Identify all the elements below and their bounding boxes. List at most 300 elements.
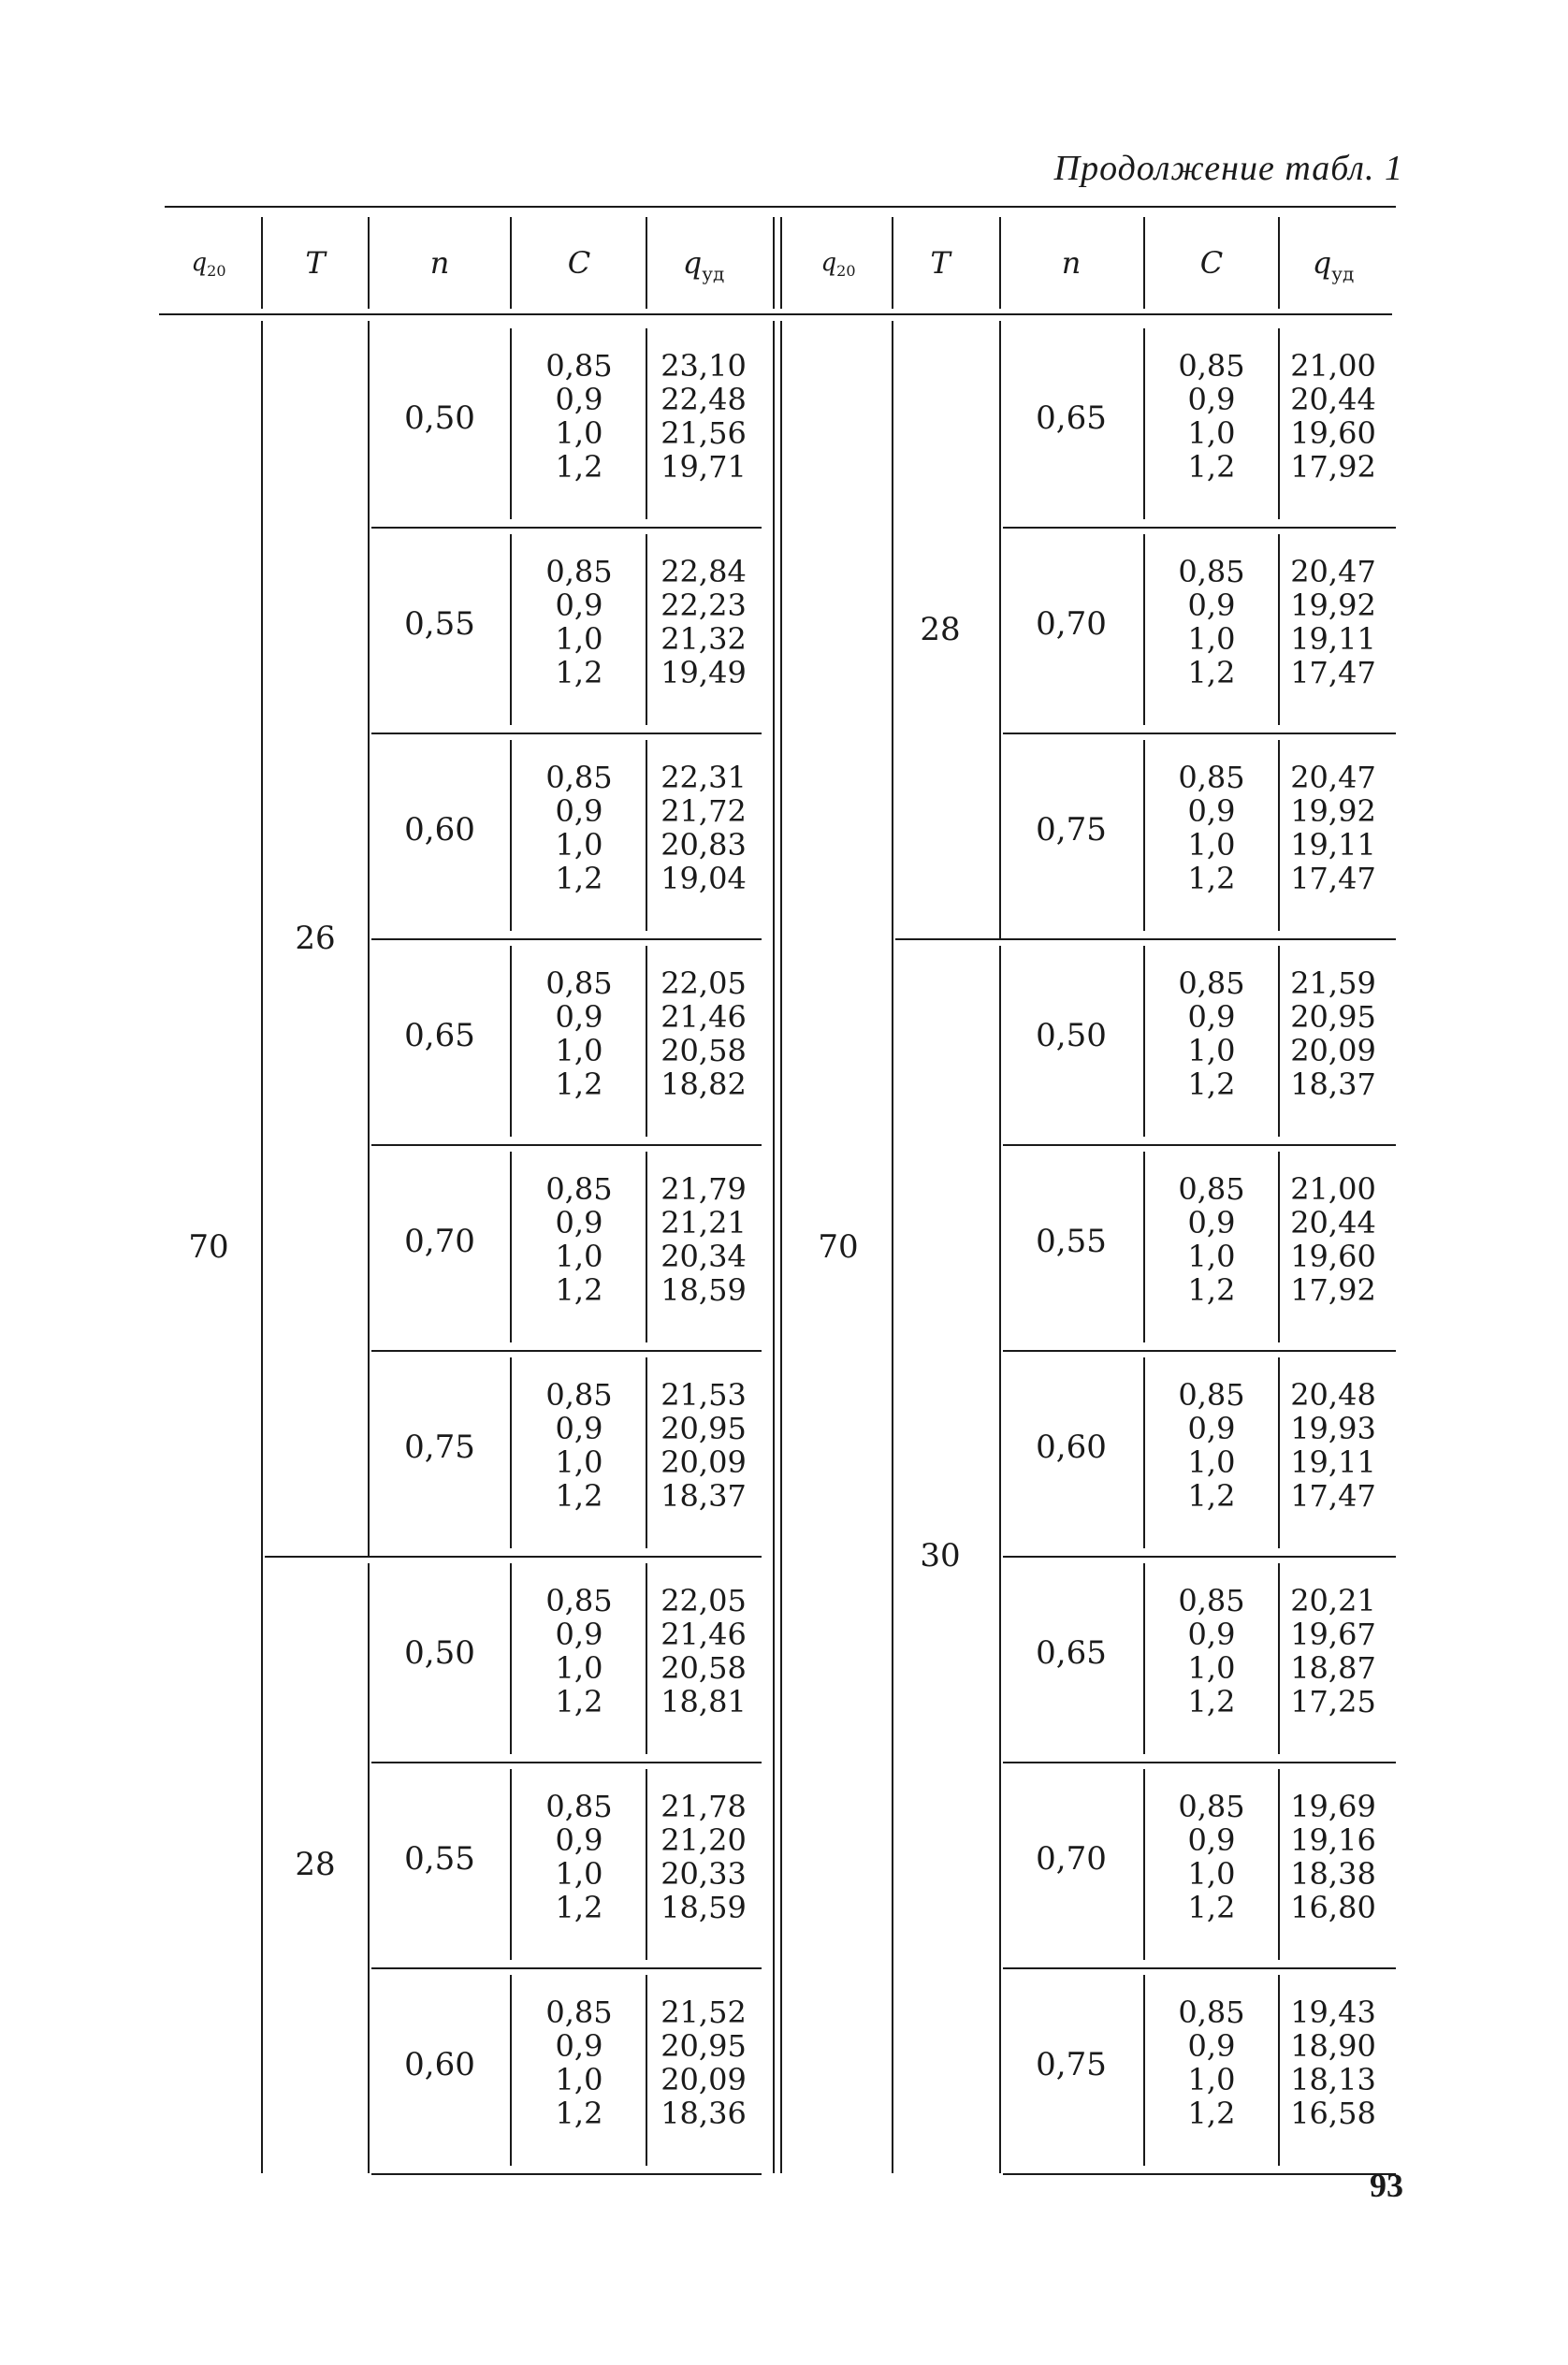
c-value: 0,85 bbox=[545, 1995, 613, 2030]
qud-value: 22,48 bbox=[661, 382, 747, 417]
qud-values bbox=[1277, 555, 1389, 689]
qud-value: 20,44 bbox=[1290, 1205, 1376, 1241]
qud-value: 19,49 bbox=[661, 655, 747, 690]
qud-value: 19,60 bbox=[1290, 415, 1376, 451]
c-value: 1,2 bbox=[1187, 861, 1236, 896]
c-values bbox=[523, 1790, 635, 1924]
qud-value: 21,53 bbox=[661, 1377, 747, 1413]
qud-value: 21,21 bbox=[661, 1205, 747, 1241]
column-separator bbox=[1143, 1563, 1145, 1754]
n-value: 0,60 bbox=[404, 811, 475, 849]
T-value-left-0: 26 bbox=[295, 920, 336, 957]
n-value: 0,65 bbox=[1036, 1634, 1107, 1672]
qud-value: 18,90 bbox=[1290, 2028, 1376, 2064]
column-separator bbox=[1143, 1357, 1145, 1548]
qud-value: 20,34 bbox=[661, 1239, 747, 1274]
c-value: 0,9 bbox=[1187, 1411, 1236, 1446]
c-value: 1,0 bbox=[555, 1650, 603, 1686]
qud-values bbox=[647, 1995, 760, 2130]
c-values bbox=[1155, 1790, 1268, 1924]
header-double-separator bbox=[780, 217, 782, 309]
qud-values bbox=[1277, 1378, 1389, 1513]
c-value: 1,0 bbox=[555, 1033, 603, 1068]
column-separator bbox=[646, 1152, 647, 1342]
qud-values bbox=[647, 761, 760, 895]
header-q20-left-subscript: 20 bbox=[207, 262, 226, 281]
qud-value: 19,11 bbox=[1290, 827, 1376, 863]
qud-values bbox=[1277, 1172, 1389, 1307]
qud-value: 21,32 bbox=[661, 621, 747, 657]
qud-value: 20,47 bbox=[1290, 760, 1376, 795]
row-divider bbox=[371, 527, 762, 529]
c-value: 1,2 bbox=[1187, 1272, 1236, 1308]
c-value: 0,85 bbox=[545, 1171, 613, 1207]
qud-values bbox=[1277, 1790, 1389, 1924]
row-divider bbox=[371, 733, 762, 734]
column-separator bbox=[999, 321, 1001, 938]
row-divider bbox=[1003, 1762, 1396, 1763]
n-value: 0,55 bbox=[404, 605, 475, 643]
column-separator bbox=[510, 1975, 512, 2166]
qud-values bbox=[1277, 966, 1389, 1101]
c-value: 0,9 bbox=[555, 1617, 603, 1652]
qud-value: 18,81 bbox=[661, 1684, 747, 1719]
n-value: 0,60 bbox=[1036, 1429, 1107, 1466]
c-values bbox=[523, 1995, 635, 2130]
qud-value: 21,59 bbox=[1290, 965, 1376, 1001]
c-value: 1,2 bbox=[555, 1684, 603, 1719]
qud-values bbox=[1277, 761, 1389, 895]
column-separator bbox=[510, 1152, 512, 1342]
page-number: 93 bbox=[1370, 2167, 1403, 2204]
c-value: 1,2 bbox=[1187, 1066, 1236, 1102]
qud-value: 20,95 bbox=[1290, 999, 1376, 1035]
c-value: 1,2 bbox=[1187, 1478, 1236, 1514]
qud-value: 21,46 bbox=[661, 1617, 747, 1652]
header-n-left bbox=[374, 245, 505, 281]
c-value: 0,85 bbox=[545, 965, 613, 1001]
column-separator bbox=[646, 1563, 647, 1754]
c-value: 0,9 bbox=[555, 382, 603, 417]
c-value: 1,0 bbox=[1187, 1650, 1236, 1686]
qud-value: 19,11 bbox=[1290, 1444, 1376, 1480]
row-divider bbox=[371, 1967, 762, 1969]
header-column-separator bbox=[646, 217, 647, 309]
n-value: 0,65 bbox=[404, 1017, 475, 1054]
qud-value: 21,52 bbox=[661, 1995, 747, 2030]
column-separator bbox=[999, 946, 1001, 2173]
qud-value: 19,71 bbox=[661, 449, 747, 485]
qud-value: 18,37 bbox=[1290, 1066, 1376, 1102]
column-separator bbox=[1278, 946, 1280, 1137]
qud-value: 20,33 bbox=[661, 1856, 747, 1892]
c-value: 0,85 bbox=[1178, 965, 1245, 1001]
header-C-right-symbol: C bbox=[1199, 245, 1224, 281]
c-value: 1,0 bbox=[555, 621, 603, 657]
c-value: 0,85 bbox=[545, 1583, 613, 1618]
column-separator bbox=[1278, 1563, 1280, 1754]
column-separator bbox=[261, 321, 263, 2173]
n-value: 0,70 bbox=[404, 1223, 475, 1260]
qud-value: 21,00 bbox=[1290, 1171, 1376, 1207]
c-value: 0,85 bbox=[545, 1789, 613, 1824]
n-value: 0,50 bbox=[404, 1634, 475, 1672]
qud-values bbox=[647, 1584, 760, 1719]
column-separator bbox=[646, 740, 647, 931]
c-value: 0,85 bbox=[545, 348, 613, 384]
qud-value: 17,25 bbox=[1290, 1684, 1376, 1719]
column-separator bbox=[510, 1769, 512, 1960]
header-C-left-symbol: C bbox=[567, 245, 591, 281]
qud-value: 23,10 bbox=[661, 348, 747, 384]
column-separator bbox=[1143, 946, 1145, 1137]
c-value: 1,2 bbox=[555, 655, 603, 690]
n-value: 0,50 bbox=[404, 399, 475, 437]
n-value: 0,75 bbox=[1036, 2046, 1107, 2083]
qud-value: 19,69 bbox=[1290, 1789, 1376, 1824]
column-separator bbox=[1278, 1769, 1280, 1960]
c-values bbox=[523, 349, 635, 484]
c-value: 0,9 bbox=[1187, 382, 1236, 417]
qud-value: 20,48 bbox=[1290, 1377, 1376, 1413]
c-value: 1,0 bbox=[1187, 2062, 1236, 2097]
qud-value: 16,58 bbox=[1290, 2096, 1376, 2131]
header-column-separator bbox=[999, 217, 1001, 309]
row-divider bbox=[1003, 938, 1396, 940]
column-separator bbox=[1278, 740, 1280, 931]
qud-value: 22,05 bbox=[661, 965, 747, 1001]
qud-value: 20,58 bbox=[661, 1033, 747, 1068]
qud-value: 19,43 bbox=[1290, 1995, 1376, 2030]
c-values bbox=[1155, 761, 1268, 895]
qud-value: 20,21 bbox=[1290, 1583, 1376, 1618]
group-divider bbox=[895, 938, 1003, 940]
qud-value: 20,58 bbox=[661, 1650, 747, 1686]
c-value: 1,2 bbox=[555, 861, 603, 896]
c-value: 0,85 bbox=[1178, 1377, 1245, 1413]
T-value-left-1: 28 bbox=[295, 1846, 336, 1883]
row-divider bbox=[371, 1556, 762, 1558]
c-values bbox=[523, 555, 635, 689]
c-values bbox=[1155, 1995, 1268, 2130]
header-column-separator bbox=[261, 217, 263, 309]
c-value: 1,0 bbox=[555, 1444, 603, 1480]
c-value: 0,9 bbox=[1187, 1822, 1236, 1858]
column-separator bbox=[1278, 1152, 1280, 1342]
qud-value: 17,47 bbox=[1290, 861, 1376, 896]
header-column-separator bbox=[892, 217, 893, 309]
c-value: 0,9 bbox=[555, 1205, 603, 1241]
row-divider bbox=[371, 2173, 762, 2175]
column-separator bbox=[510, 1563, 512, 1754]
qud-value: 21,00 bbox=[1290, 348, 1376, 384]
c-value: 1,2 bbox=[555, 449, 603, 485]
c-values bbox=[1155, 555, 1268, 689]
c-value: 1,0 bbox=[1187, 415, 1236, 451]
qud-value: 20,95 bbox=[661, 2028, 747, 2064]
header-column-separator bbox=[1278, 217, 1280, 309]
n-value: 0,55 bbox=[404, 1840, 475, 1878]
qud-value: 19,93 bbox=[1290, 1411, 1376, 1446]
c-value: 1,2 bbox=[555, 2096, 603, 2131]
n-value: 0,60 bbox=[404, 2046, 475, 2083]
c-value: 0,85 bbox=[1178, 760, 1245, 795]
header-qud-right bbox=[1268, 245, 1399, 284]
qud-values bbox=[647, 1790, 760, 1924]
c-value: 1,2 bbox=[555, 1890, 603, 1925]
header-qud-left bbox=[638, 245, 769, 284]
c-value: 1,0 bbox=[555, 1856, 603, 1892]
c-value: 1,0 bbox=[555, 2062, 603, 2097]
qud-value: 18,38 bbox=[1290, 1856, 1376, 1892]
column-separator bbox=[510, 328, 512, 519]
c-value: 1,2 bbox=[1187, 2096, 1236, 2131]
header-column-separator bbox=[368, 217, 370, 309]
qud-value: 17,92 bbox=[1290, 1272, 1376, 1308]
row-divider bbox=[371, 1762, 762, 1763]
c-value: 1,0 bbox=[1187, 1239, 1236, 1274]
qud-value: 18,36 bbox=[661, 2096, 747, 2131]
c-value: 0,9 bbox=[555, 1411, 603, 1446]
c-value: 0,85 bbox=[1178, 1995, 1245, 2030]
qud-value: 22,84 bbox=[661, 554, 747, 589]
qud-value: 18,59 bbox=[661, 1890, 747, 1925]
header-q20-right-subscript: 20 bbox=[836, 262, 856, 281]
c-value: 0,9 bbox=[1187, 1617, 1236, 1652]
header-qud-left-subscript: уд bbox=[702, 262, 725, 285]
header-n-left-symbol: n bbox=[429, 245, 450, 281]
qud-values bbox=[1277, 349, 1389, 484]
c-value: 0,85 bbox=[545, 760, 613, 795]
c-value: 0,9 bbox=[555, 588, 603, 623]
column-separator bbox=[510, 740, 512, 931]
c-value: 1,2 bbox=[1187, 1684, 1236, 1719]
c-value: 1,0 bbox=[1187, 1856, 1236, 1892]
qud-values bbox=[647, 1378, 760, 1513]
c-values bbox=[523, 966, 635, 1101]
c-value: 0,85 bbox=[545, 554, 613, 589]
table-caption: Продолжение табл. 1 bbox=[1053, 149, 1403, 188]
header-q20-left-symbol: q bbox=[191, 249, 208, 277]
n-value: 0,70 bbox=[1036, 1840, 1107, 1878]
c-value: 0,9 bbox=[555, 793, 603, 829]
c-value: 1,0 bbox=[1187, 1033, 1236, 1068]
column-separator bbox=[1278, 328, 1280, 519]
qud-value: 20,95 bbox=[661, 1411, 747, 1446]
c-value: 0,85 bbox=[1178, 554, 1245, 589]
qud-value: 20,09 bbox=[661, 1444, 747, 1480]
c-value: 1,2 bbox=[555, 1272, 603, 1308]
column-separator bbox=[646, 534, 647, 725]
row-divider bbox=[1003, 2173, 1396, 2175]
qud-value: 18,82 bbox=[661, 1066, 747, 1102]
qud-value: 19,11 bbox=[1290, 621, 1376, 657]
c-values bbox=[523, 761, 635, 895]
column-separator bbox=[646, 1769, 647, 1960]
qud-value: 18,13 bbox=[1290, 2062, 1376, 2097]
row-divider bbox=[1003, 1144, 1396, 1146]
n-value: 0,75 bbox=[1036, 811, 1107, 849]
qud-value: 17,92 bbox=[1290, 449, 1376, 485]
row-divider bbox=[1003, 527, 1396, 529]
column-separator bbox=[1143, 1152, 1145, 1342]
c-value: 0,9 bbox=[1187, 588, 1236, 623]
qud-values bbox=[1277, 1584, 1389, 1719]
c-value: 1,0 bbox=[1187, 1444, 1236, 1480]
column-separator bbox=[646, 328, 647, 519]
row-divider bbox=[371, 1144, 762, 1146]
column-separator bbox=[1143, 534, 1145, 725]
qud-value: 18,37 bbox=[661, 1478, 747, 1514]
qud-value: 21,79 bbox=[661, 1171, 747, 1207]
c-values bbox=[523, 1378, 635, 1513]
qud-value: 19,92 bbox=[1290, 793, 1376, 829]
c-value: 0,9 bbox=[555, 1822, 603, 1858]
q20-value-left: 70 bbox=[188, 1228, 229, 1266]
column-separator bbox=[1143, 328, 1145, 519]
c-values bbox=[1155, 1172, 1268, 1307]
header-q20-right-symbol: q bbox=[820, 249, 837, 277]
c-values bbox=[1155, 966, 1268, 1101]
qud-values bbox=[1277, 1995, 1389, 2130]
c-values bbox=[523, 1172, 635, 1307]
n-value: 0,70 bbox=[1036, 605, 1107, 643]
column-separator bbox=[892, 321, 893, 2173]
header-C-right bbox=[1146, 245, 1277, 281]
T-value-right-1: 30 bbox=[920, 1537, 961, 1574]
row-divider bbox=[1003, 1350, 1396, 1352]
column-separator bbox=[510, 1357, 512, 1548]
qud-value: 21,78 bbox=[661, 1789, 747, 1824]
c-value: 0,9 bbox=[1187, 999, 1236, 1035]
c-value: 1,2 bbox=[1187, 655, 1236, 690]
header-T-left-symbol: T bbox=[305, 245, 326, 281]
table-top-rule bbox=[165, 206, 1396, 208]
row-divider bbox=[1003, 1967, 1396, 1969]
column-separator bbox=[646, 946, 647, 1137]
c-value: 1,2 bbox=[1187, 1890, 1236, 1925]
qud-value: 21,46 bbox=[661, 999, 747, 1035]
qud-value: 22,31 bbox=[661, 760, 747, 795]
c-value: 0,85 bbox=[1178, 1583, 1245, 1618]
header-n-right-symbol: n bbox=[1061, 245, 1082, 281]
qud-value: 19,92 bbox=[1290, 588, 1376, 623]
header-qud-right-subscript: уд bbox=[1331, 262, 1355, 285]
c-value: 1,0 bbox=[555, 1239, 603, 1274]
column-separator bbox=[646, 1357, 647, 1548]
c-value: 1,2 bbox=[1187, 449, 1236, 485]
c-values bbox=[1155, 349, 1268, 484]
row-divider bbox=[1003, 733, 1396, 734]
c-value: 1,0 bbox=[1187, 621, 1236, 657]
qud-value: 22,05 bbox=[661, 1583, 747, 1618]
header-n-right bbox=[1006, 245, 1137, 281]
c-value: 0,9 bbox=[1187, 793, 1236, 829]
n-value: 0,55 bbox=[1036, 1223, 1107, 1260]
n-value: 0,65 bbox=[1036, 399, 1107, 437]
qud-value: 20,83 bbox=[661, 827, 747, 863]
c-value: 1,0 bbox=[555, 415, 603, 451]
c-value: 1,0 bbox=[555, 827, 603, 863]
c-value: 0,85 bbox=[1178, 1171, 1245, 1207]
qud-value: 18,59 bbox=[661, 1272, 747, 1308]
qud-value: 19,60 bbox=[1290, 1239, 1376, 1274]
header-C-left bbox=[514, 245, 645, 281]
c-value: 0,85 bbox=[1178, 348, 1245, 384]
q20-value-right: 70 bbox=[818, 1228, 859, 1266]
c-value: 0,85 bbox=[1178, 1789, 1245, 1824]
header-T-right-symbol: T bbox=[930, 245, 951, 281]
qud-value: 20,44 bbox=[1290, 382, 1376, 417]
column-separator bbox=[1143, 1769, 1145, 1960]
column-separator bbox=[1278, 1975, 1280, 2166]
column-separator bbox=[1278, 534, 1280, 725]
qud-value: 17,47 bbox=[1290, 655, 1376, 690]
c-values bbox=[523, 1584, 635, 1719]
c-value: 0,9 bbox=[555, 999, 603, 1035]
c-value: 1,2 bbox=[555, 1478, 603, 1514]
header-column-separator bbox=[1143, 217, 1145, 309]
qud-value: 16,80 bbox=[1290, 1890, 1376, 1925]
qud-value: 19,67 bbox=[1290, 1617, 1376, 1652]
c-value: 0,9 bbox=[1187, 1205, 1236, 1241]
header-T-left bbox=[250, 245, 381, 281]
row-divider bbox=[371, 938, 762, 940]
c-values bbox=[1155, 1378, 1268, 1513]
qud-values bbox=[647, 555, 760, 689]
c-value: 0,85 bbox=[545, 1377, 613, 1413]
column-separator bbox=[1143, 740, 1145, 931]
n-value: 0,50 bbox=[1036, 1017, 1107, 1054]
qud-value: 21,20 bbox=[661, 1822, 747, 1858]
c-value: 0,9 bbox=[1187, 2028, 1236, 2064]
qud-values bbox=[647, 349, 760, 484]
header-qud-right-symbol: q bbox=[1312, 245, 1332, 281]
header-qud-left-symbol: q bbox=[682, 245, 703, 281]
qud-value: 20,47 bbox=[1290, 554, 1376, 589]
c-value: 1,2 bbox=[555, 1066, 603, 1102]
qud-value: 18,87 bbox=[1290, 1650, 1376, 1686]
c-values bbox=[1155, 1584, 1268, 1719]
T-value-right-0: 28 bbox=[920, 611, 961, 648]
column-separator bbox=[646, 1975, 647, 2166]
qud-value: 20,09 bbox=[661, 2062, 747, 2097]
column-separator bbox=[510, 534, 512, 725]
qud-values bbox=[647, 1172, 760, 1307]
column-separator bbox=[1143, 1975, 1145, 2166]
qud-value: 19,16 bbox=[1290, 1822, 1376, 1858]
n-value: 0,75 bbox=[404, 1429, 475, 1466]
header-rule bbox=[159, 313, 1392, 315]
qud-value: 20,09 bbox=[1290, 1033, 1376, 1068]
qud-value: 21,72 bbox=[661, 793, 747, 829]
group-divider bbox=[265, 1556, 371, 1558]
qud-value: 21,56 bbox=[661, 415, 747, 451]
header-column-separator bbox=[510, 217, 512, 309]
c-value: 0,9 bbox=[555, 2028, 603, 2064]
qud-value: 19,04 bbox=[661, 861, 747, 896]
c-value: 1,0 bbox=[1187, 827, 1236, 863]
qud-value: 17,47 bbox=[1290, 1478, 1376, 1514]
column-separator bbox=[368, 321, 370, 1556]
qud-value: 22,23 bbox=[661, 588, 747, 623]
column-separator bbox=[510, 946, 512, 1137]
qud-values bbox=[647, 966, 760, 1101]
column-separator bbox=[1278, 1357, 1280, 1548]
row-divider bbox=[1003, 1556, 1396, 1558]
header-double-separator bbox=[773, 217, 775, 309]
row-divider bbox=[371, 1350, 762, 1352]
